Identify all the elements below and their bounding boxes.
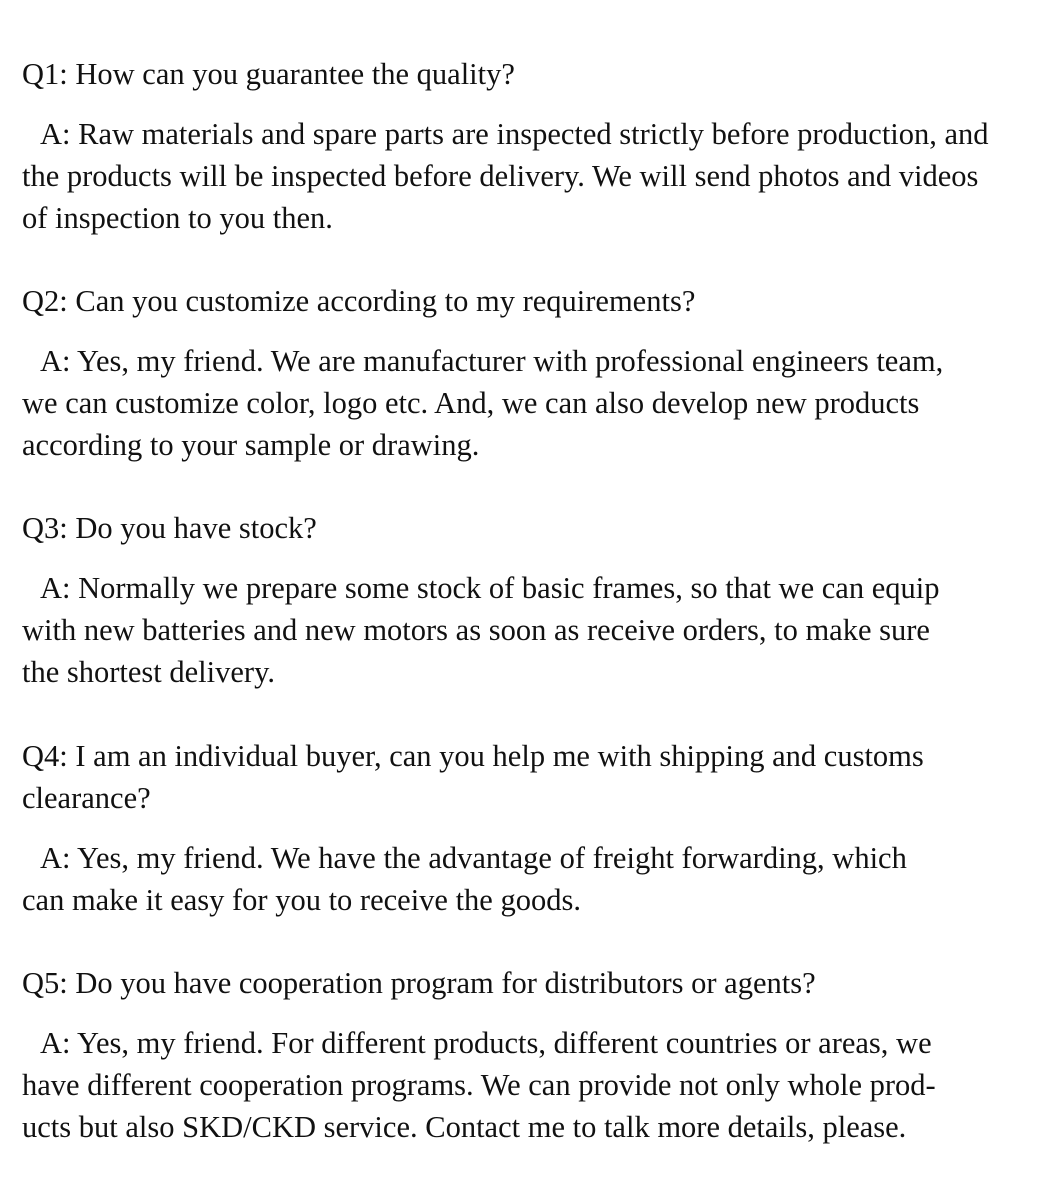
answer-5 <box>22 1022 1032 1148</box>
answer-1 <box>22 113 1032 239</box>
faq-item-4 <box>22 735 1032 921</box>
answer-1-line-3: of inspection to you then. <box>22 201 333 235</box>
answer-5-line-3: ucts but also SKD/CKD service. Contact me to talk more details, please. <box>22 1110 907 1144</box>
faq-item-5 <box>22 962 1032 1148</box>
faq-item-2 <box>22 280 1032 466</box>
answer-3-line-3: the shortest delivery. <box>22 655 275 689</box>
answer-2-line-2: we can customize color, logo etc. And, we can also develop new products <box>22 386 920 420</box>
question-5: Q5: Do you have cooperation program for distributors or agents? <box>22 966 816 1000</box>
question-4 <box>22 735 1032 819</box>
question-4-line-1: Q4: I am an individual buyer, can you help me with shipping and customs <box>22 739 924 773</box>
answer-1-line-2: the products will be inspected before delivery. We will send photos and videos <box>22 159 979 193</box>
answer-3-line-2: with new batteries and new motors as soon as receive orders, to make sure <box>22 613 930 647</box>
answer-1-line-1: A: Raw materials and spare parts are inspected strictly before production, and <box>40 117 989 151</box>
answer-5-line-1: A: Yes, my friend. For different products, different countries or areas, we <box>40 1026 932 1060</box>
answer-2-line-3: according to your sample or drawing. <box>22 428 480 462</box>
answer-2 <box>22 340 1032 466</box>
faq-item-1 <box>22 53 1032 239</box>
answer-2-line-1: A: Yes, my friend. We are manufacturer with professional engineers team, <box>40 344 944 378</box>
faq-item-3 <box>22 507 1032 693</box>
answer-4-line-1: A: Yes, my friend. We have the advantage of freight forwarding, which <box>40 841 907 875</box>
question-4-line-2: clearance? <box>22 781 151 815</box>
question-3: Q3: Do you have stock? <box>22 511 317 545</box>
answer-4-line-2: can make it easy for you to receive the goods. <box>22 883 581 917</box>
question-2: Q2: Can you customize according to my requirements? <box>22 284 696 318</box>
answer-3 <box>22 567 1032 693</box>
answer-4 <box>22 837 1032 921</box>
answer-5-line-2: have different cooperation programs. We can provide not only whole prod- <box>22 1068 936 1102</box>
answer-3-line-1: A: Normally we prepare some stock of basic frames, so that we can equip <box>40 571 940 605</box>
question-1: Q1: How can you guarantee the quality? <box>22 57 515 91</box>
